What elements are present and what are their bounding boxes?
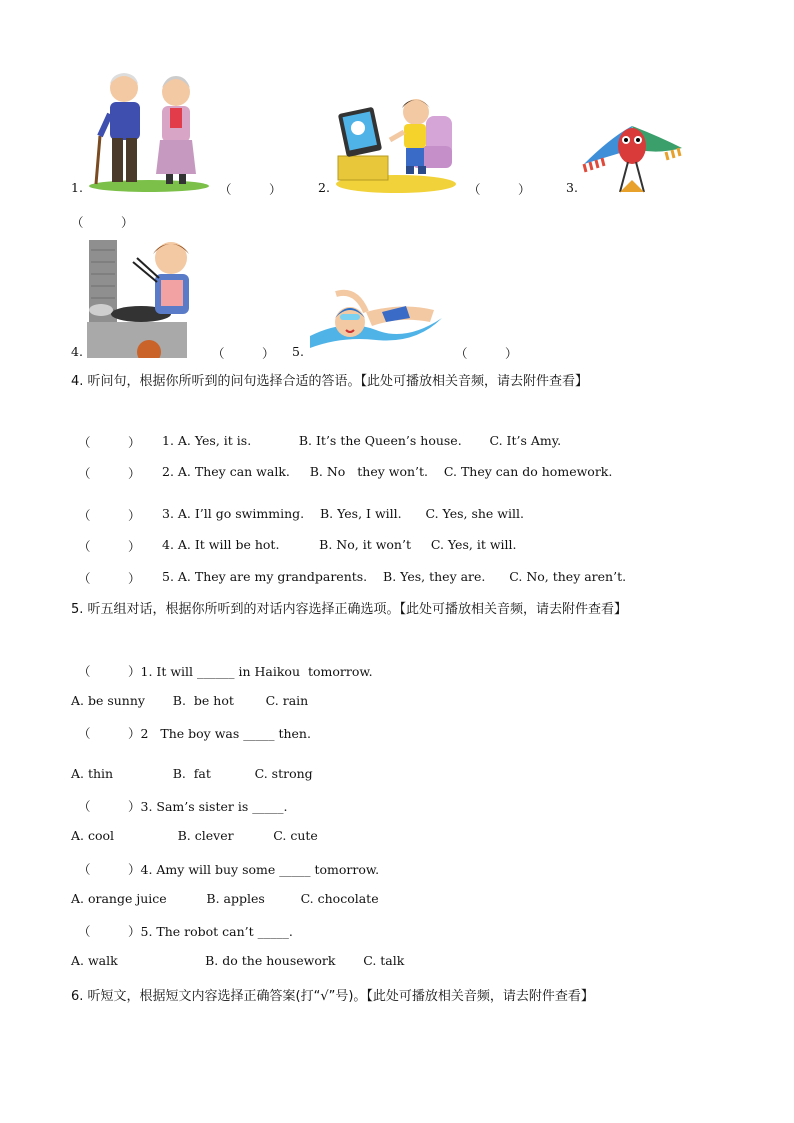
section-4-item-4-blank[interactable]: （ ） <box>78 539 141 554</box>
boy-watching-tv-icon <box>334 96 458 194</box>
section-5-question-3: （ ）3. Sam’s sister is _____. <box>78 799 288 814</box>
section-5-heading: 5. 听五组对话，根据你所听到的对话内容选择正确选项。【此处可播放相关音频，请去附件查看】 <box>71 602 628 617</box>
section-4-item-1-blank[interactable]: （ ） <box>78 435 141 450</box>
section-5-options-4: A. orange juice B. apples C. chocolate <box>71 891 379 906</box>
picture-4-number: 4. <box>71 344 83 359</box>
section-4-item-3-blank[interactable]: （ ） <box>78 508 141 523</box>
picture-1-answer-blank[interactable]: （ ） <box>219 182 282 197</box>
picture-5-answer-blank[interactable]: （ ） <box>455 346 518 361</box>
picture-4-answer-blank[interactable]: （ ） <box>212 346 275 361</box>
picture-2-number: 2. <box>318 180 330 195</box>
section-4-item-1: 1. A. Yes, it is. B. It’s the Queen’s house. C. It’s Amy. <box>162 433 562 448</box>
grandparents-icon <box>86 66 212 192</box>
picture-5-number: 5. <box>292 344 304 359</box>
section-4-item-4: 4. A. It will be hot. B. No, it won’t C. Yes, it will. <box>162 537 517 552</box>
section-4-item-3: 3. A. I’ll go swimming. B. Yes, I will. C. Yes, she will. <box>162 506 524 521</box>
section-4-item-2-blank[interactable]: （ ） <box>78 466 141 481</box>
section-4-heading: 4. 听问句，根据你所听到的问句选择合适的答语。【此处可播放相关音频，请去附件查看】 <box>71 374 589 389</box>
section-6-heading: 6. 听短文，根据短文内容选择正确答案(打“√”号)。【此处可播放相关音频，请去附件查看】 <box>71 989 594 1004</box>
kite-icon <box>580 118 684 194</box>
boy-swimming-icon <box>306 282 444 350</box>
picture-1-number: 1. <box>71 180 83 195</box>
section-5-question-4: （ ）4. Amy will buy some _____ tomorrow. <box>78 862 380 877</box>
boy-cooking-icon <box>87 236 195 358</box>
section-4-item-5-blank[interactable]: （ ） <box>78 571 141 586</box>
section-4-item-5: 5. A. They are my grandparents. B. Yes, they are. C. No, they aren’t. <box>162 569 627 584</box>
section-5-question-5: （ ）5. The robot can’t _____. <box>78 924 293 939</box>
picture-3-number: 3. <box>566 180 578 195</box>
section-5-options-3: A. cool B. clever C. cute <box>71 828 318 843</box>
section-5-options-2: A. thin B. fat C. strong <box>71 766 313 781</box>
section-4-item-2: 2. A. They can walk. B. No they won’t. C. They can do homework. <box>162 464 613 479</box>
picture-3-answer-blank[interactable]: （ ） <box>71 215 134 230</box>
picture-2-answer-blank[interactable]: （ ） <box>468 182 531 197</box>
section-5-question-1: （ ）1. It will ______ in Haikou tomorrow. <box>78 664 373 679</box>
section-5-question-2: （ ）2 The boy was _____ then. <box>78 726 311 741</box>
section-5-options-1: A. be sunny B. be hot C. rain <box>71 693 309 708</box>
section-5-options-5: A. walk B. do the housework C. talk <box>71 953 405 968</box>
